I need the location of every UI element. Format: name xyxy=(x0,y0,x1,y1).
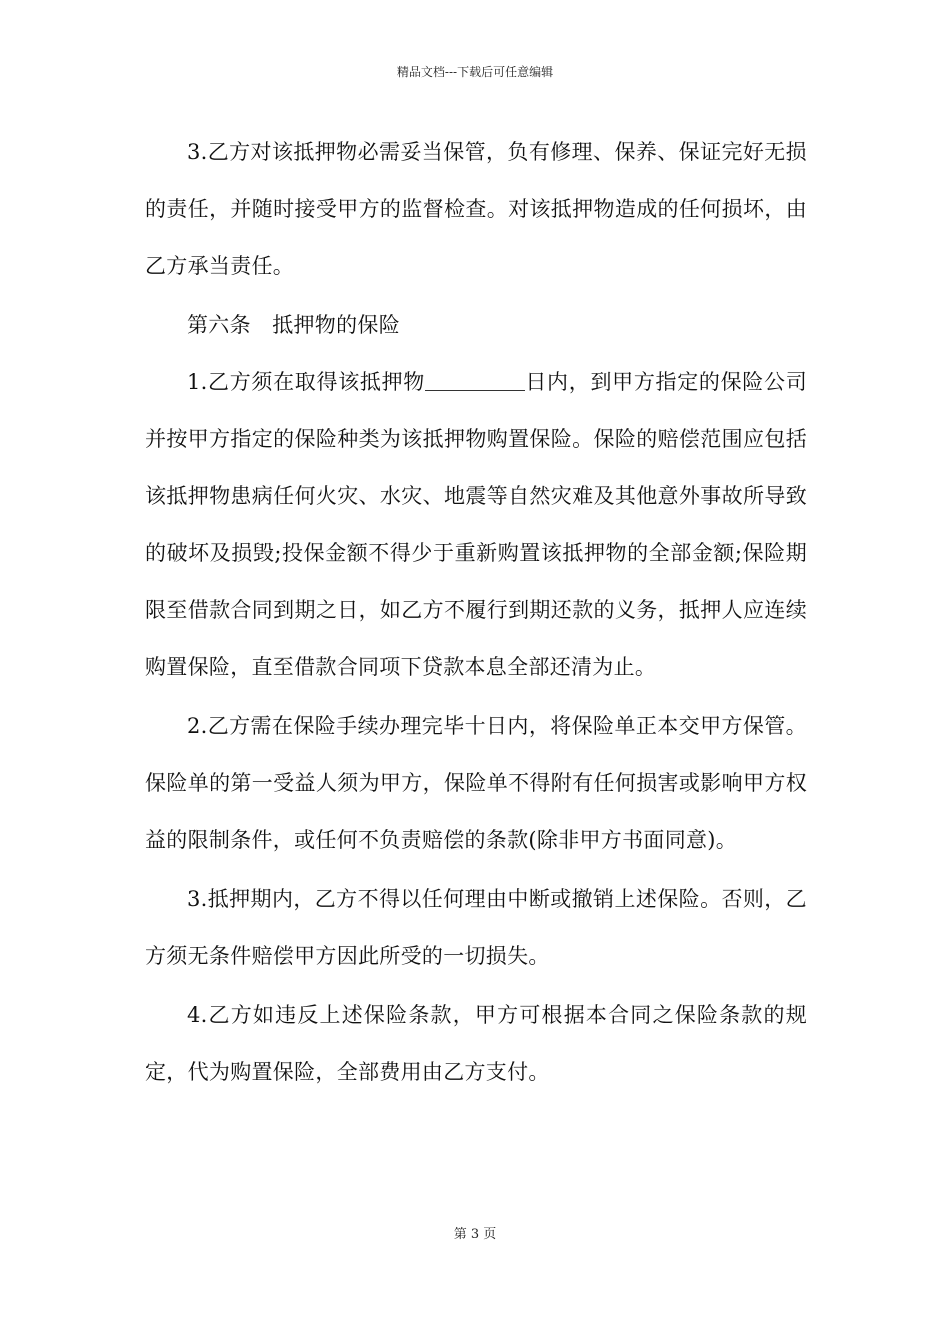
article-6-heading: 第六条 抵押物的保险 xyxy=(187,313,400,337)
clause-6-item-2: 2.乙方需在保险手续办理完毕十日内，将保险单正本交甲方保管。保险单的第一受益人须为甲方，保险单不得附有任何损害或影响甲方权益的限制条件，或任何不负责赔偿的条款(除非甲方书面同意)。 xyxy=(145,714,807,852)
clause-6-item-1-after: 日内，到甲方指定的保险公司并按甲方指定的保险种类为该抵押物购置保险。保险的赔偿范围应包括该抵押物患病任何火灾、水灾、地震等自然灾难及其他意外事故所导致的破坏及损毁;投保金额不得少于重新购置该抵押物的全部金额;保险期限至借款合同到期之日，如乙方不履行到期还款的义务，抵押人应连续购置保险，直至借款合同项下贷款本息全部还清为止。 xyxy=(145,370,807,679)
document-body xyxy=(145,124,807,1103)
page-header: 精品文档---下载后可任意编辑 xyxy=(396,65,554,79)
clause-6-item-4: 4.乙方如违反上述保险条款，甲方可根据本合同之保险条款的规定，代为购置保险，全部费用由乙方支付。 xyxy=(145,1003,807,1084)
page-number: 第 3 页 xyxy=(453,1227,497,1242)
clause-6-item-1 xyxy=(145,354,807,696)
clause-6-item-1-before: 1.乙方须在取得该抵押物 xyxy=(187,370,425,394)
clause-5-item-3: 3.乙方对该抵押物必需妥当保管，负有修理、保养、保证完好无损的责任，并随时接受甲方的监督检查。对该抵押物造成的任何损坏，由乙方承当责任。 xyxy=(145,140,807,278)
fill-in-blank-days xyxy=(425,369,525,391)
clause-6-item-3: 3.抵押期内，乙方不得以任何理由中断或撤销上述保险。否则，乙方须无条件赔偿甲方因此所受的一切损失。 xyxy=(145,887,807,968)
